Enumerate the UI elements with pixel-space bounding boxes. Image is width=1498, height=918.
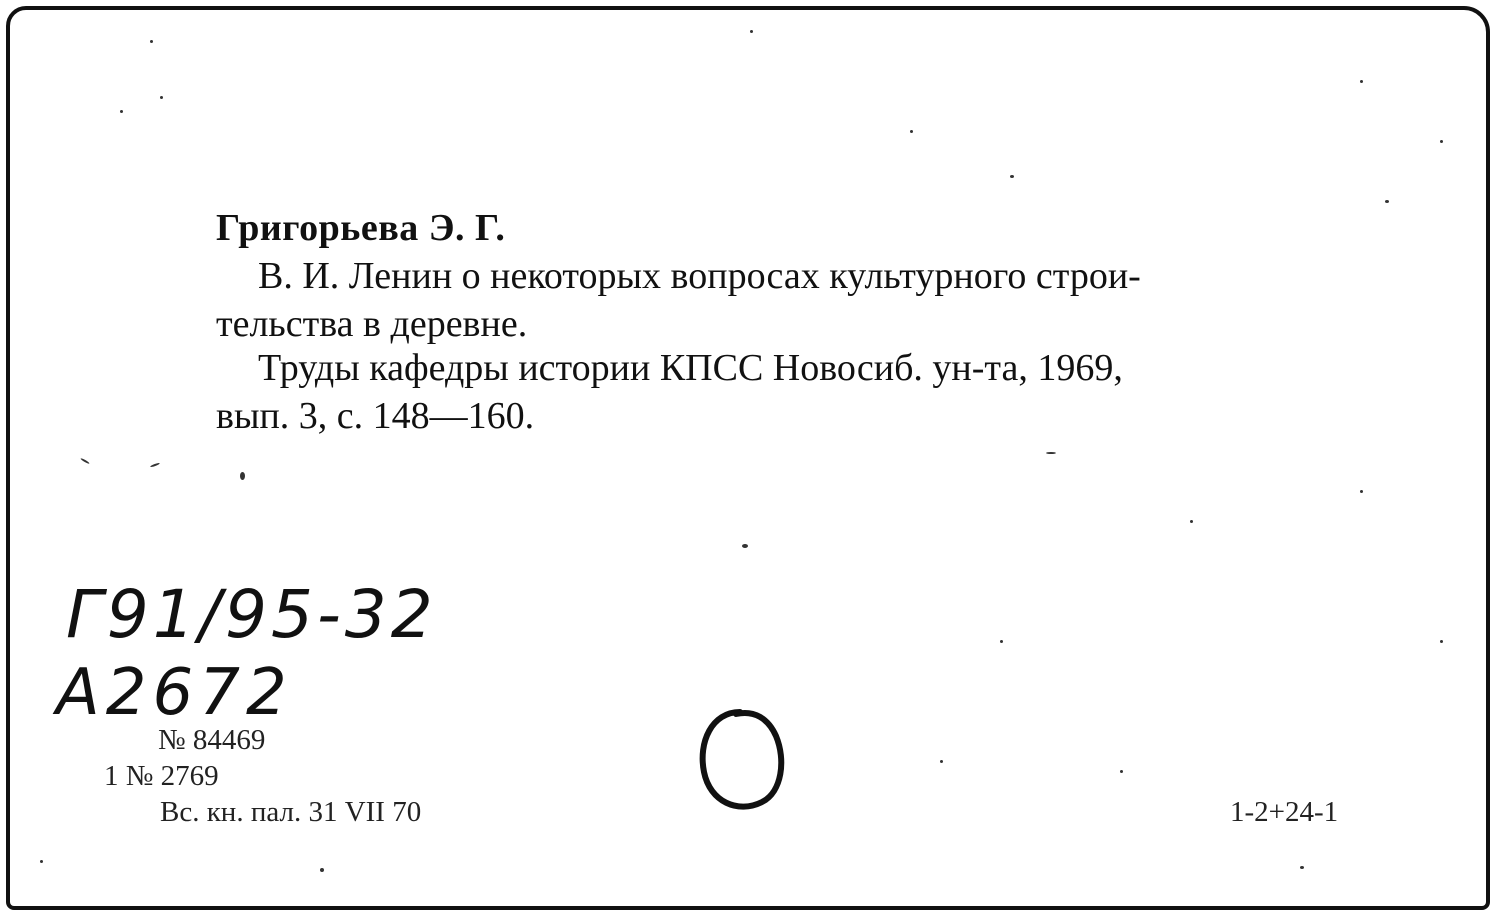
author-heading: Григорьева Э. Г. [216,207,506,249]
speck [1300,866,1304,869]
speck [940,760,943,763]
speck [1385,200,1389,203]
handwritten-code: А2672 [56,656,293,730]
work-title-line-2: тельства в деревне. [216,303,528,345]
speck [160,96,163,99]
speck [1000,640,1003,643]
speck [750,30,753,33]
speck [1120,770,1123,773]
source-line-2: вып. 3, с. 148—160. [216,395,535,437]
stamp-number-2: 1 № 2769 [104,760,219,792]
speck [120,110,123,113]
hand-drawn-circle-icon [692,706,788,816]
speck [150,40,153,43]
stamp-number: № 84469 [158,724,266,756]
stamp-book-chamber: Вс. кн. пал. 31 VII 70 [160,796,422,828]
speck [240,472,245,480]
speck [1360,490,1363,493]
source-line-1: Труды кафедры истории КПСС Новосиб. ун-та, 1969, [258,347,1123,389]
handwritten-shelfmark: Г91/95-32 [66,576,437,653]
stamp-index: 1-2+24-1 [1230,796,1339,828]
speck [1046,452,1056,454]
work-title-line-1: В. И. Ленин о некоторых вопросах культурного строи- [258,255,1141,297]
speck [742,544,748,548]
speck [40,860,43,863]
speck [320,868,324,872]
speck [910,130,913,133]
speck [1440,640,1443,643]
speck [1190,520,1193,523]
speck [1010,175,1014,178]
speck [1440,140,1443,143]
speck [1360,80,1363,83]
